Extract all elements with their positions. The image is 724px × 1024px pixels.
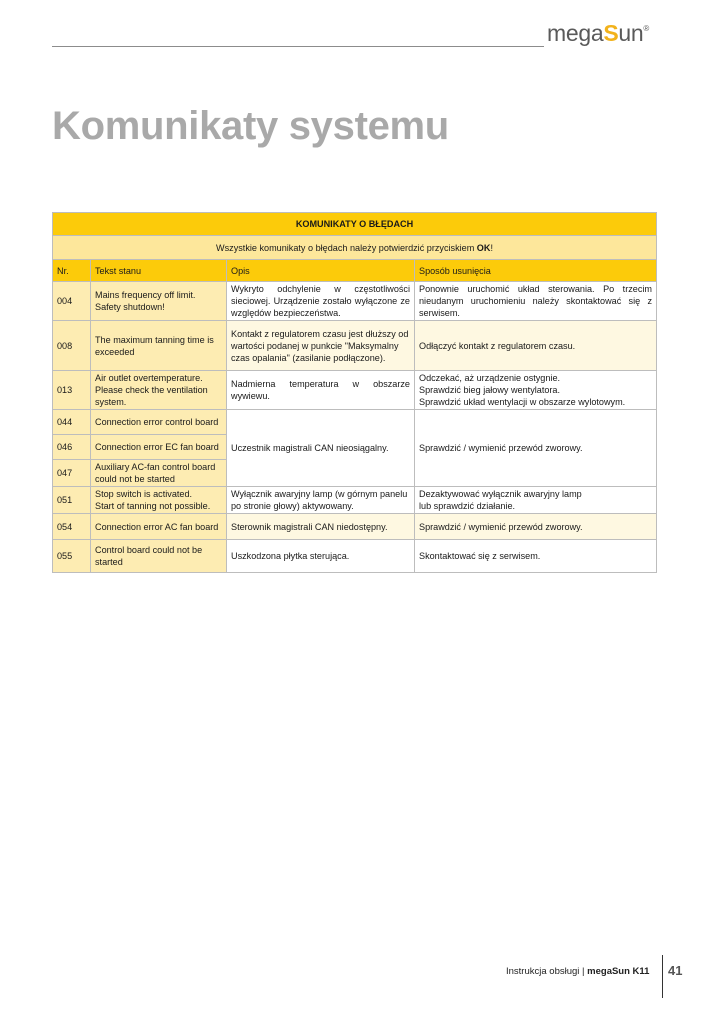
- table-row: [53, 540, 657, 573]
- error-number: 051: [53, 487, 91, 514]
- error-number: 047: [53, 460, 91, 487]
- description: Kontakt z regulatorem czasu jest dłuższy od wartości podanej w punkcie "Maksymalny czas opalania" (zasilanie podłączone).: [227, 321, 415, 371]
- description: Uczestnik magistrali CAN nieosiągalny.: [227, 410, 415, 487]
- table-row: [53, 410, 657, 435]
- description: Wyłącznik awaryjny lamp (w górnym panelu po stronie głowy) aktywowany.: [227, 487, 415, 514]
- table-title-row: [53, 213, 657, 236]
- error-number: 046: [53, 435, 91, 460]
- table-title: KOMUNIKATY O BŁĘDACH: [53, 213, 657, 236]
- table-note-row: [53, 236, 657, 260]
- status-text: Connection error control board: [91, 410, 227, 435]
- table-row: [53, 371, 657, 410]
- remedy: Sprawdzić / wymienić przewód zworowy.: [415, 410, 657, 487]
- status-text: Mains frequency off limit. Safety shutdown!: [91, 282, 227, 321]
- status-text: Stop switch is activated. Start of tanning not possible.: [91, 487, 227, 514]
- description: Wykryto odchylenie w częstotliwości sieciowej. Urządzenie zostało wyłączone ze względów bezpieczeństwa.: [227, 282, 415, 321]
- table-row: [53, 487, 657, 514]
- description: Sterownik magistrali CAN niedostępny.: [227, 514, 415, 540]
- page-title: Komunikaty systemu: [52, 104, 449, 148]
- column-header-nr: Nr.: [53, 260, 91, 282]
- column-header-status: Tekst stanu: [91, 260, 227, 282]
- status-text: Air outlet overtemperature. Please check the ventilation system.: [91, 371, 227, 410]
- remedy: Sprawdzić / wymienić przewód zworowy.: [415, 514, 657, 540]
- remedy: Odłączyć kontakt z regulatorem czasu.: [415, 321, 657, 371]
- table-note: Wszystkie komunikaty o błędach należy potwierdzić przyciskiem OK!: [53, 236, 657, 260]
- error-number: 055: [53, 540, 91, 573]
- remedy: Dezaktywować wyłącznik awaryjny lamp lub sprawdzić działanie.: [415, 487, 657, 514]
- remedy: Skontaktować się z serwisem.: [415, 540, 657, 573]
- table-row: [53, 282, 657, 321]
- table-row: [53, 514, 657, 540]
- column-header-row: [53, 260, 657, 282]
- remedy: Odczekać, aż urządzenie ostygnie. Sprawdzić bieg jałowy wentylatora. Sprawdzić układ wentylacji w obszarze wylotowym.: [415, 371, 657, 410]
- error-number: 044: [53, 410, 91, 435]
- remedy: Ponownie uruchomić układ sterowania. Po trzecim nieudanym uruchomieniu należy skontaktować się z serwisem.: [415, 282, 657, 321]
- column-header-description: Opis: [227, 260, 415, 282]
- description: Nadmierna temperatura w obszarze wywiewu.: [227, 371, 415, 410]
- error-messages-table: [52, 212, 657, 573]
- error-number: 008: [53, 321, 91, 371]
- status-text: Connection error EC fan board: [91, 435, 227, 460]
- description: Uszkodzona płytka sterująca.: [227, 540, 415, 573]
- table-row: [53, 321, 657, 371]
- status-text: Control board could not be started: [91, 540, 227, 573]
- error-number: 013: [53, 371, 91, 410]
- header-rule: [52, 46, 544, 47]
- footer-divider: [662, 955, 663, 998]
- status-text: Auxiliary AC-fan control board could not be started: [91, 460, 227, 487]
- status-text: Connection error AC fan board: [91, 514, 227, 540]
- status-text: The maximum tanning time is exceeded: [91, 321, 227, 371]
- megasun-logo: megaSun®: [547, 20, 649, 46]
- footer-label: Instrukcja obsługi | megaSun K11: [506, 966, 650, 977]
- page-number: 41: [668, 963, 683, 978]
- error-number: 004: [53, 282, 91, 321]
- column-header-remedy: Sposób usunięcia: [415, 260, 657, 282]
- error-number: 054: [53, 514, 91, 540]
